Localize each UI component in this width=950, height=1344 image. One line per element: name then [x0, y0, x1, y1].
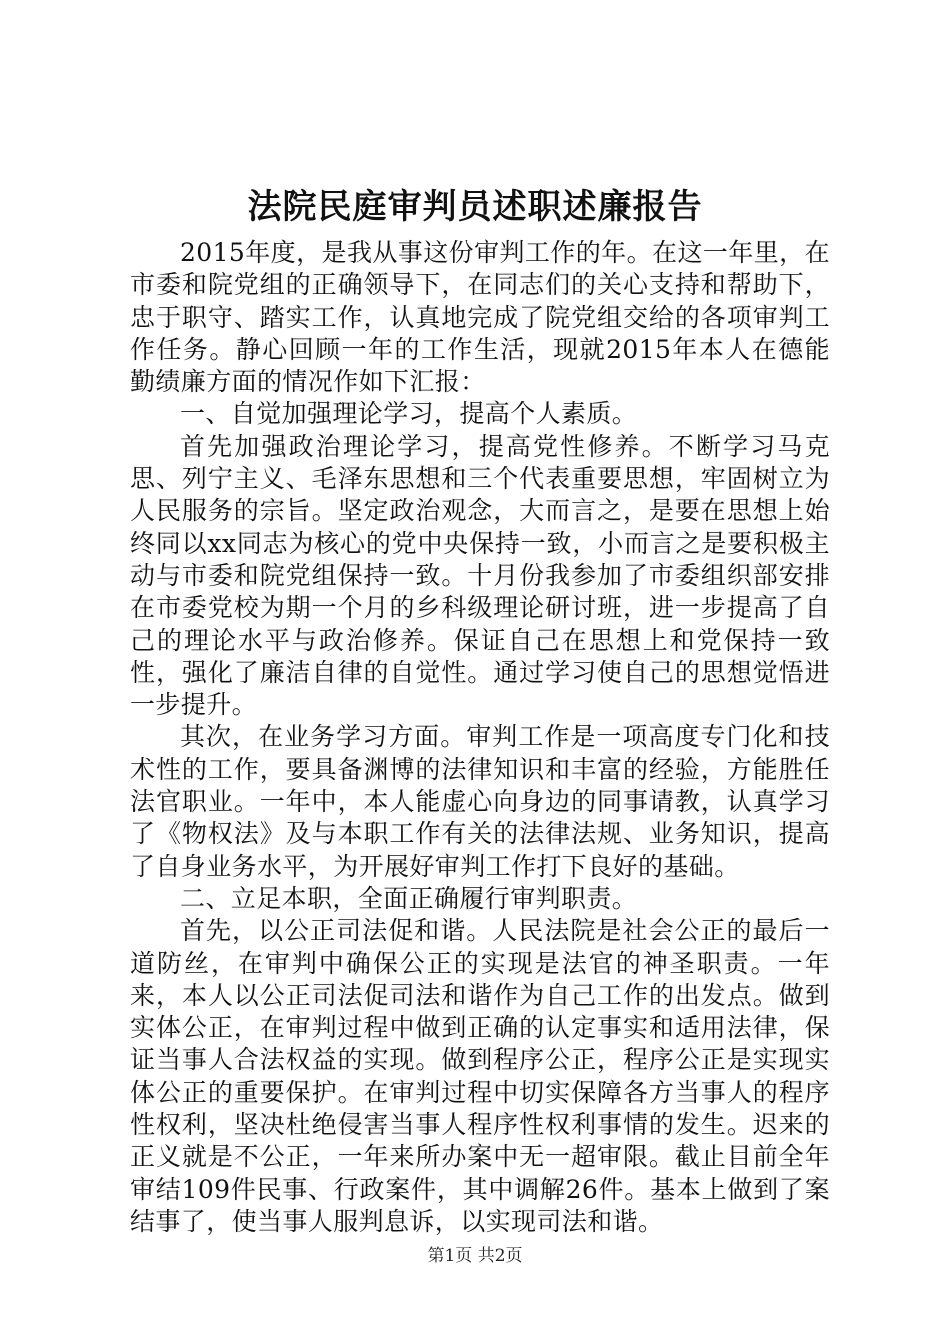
paragraph-political-study: 首先加强政治理论学习，提高党性修养。不断学习马克思、列宁主义、毛泽东思想和三个代表重要思想，牢固树立为人民服务的宗旨。坚定政治观念，大而言之，是要在思想上始终同以xx同志为核心的党中央保持一致，小而言之是要积极主动与市委和院党组保持一致。十月份我参加了市委组织部安排在市委党校为期一个月的乡科级理论研讨班，进一步提高了自己的理论水平与政治修养。保证自己在思想上和党保持一致性，强化了廉洁自律的自觉性。通过学习使自己的思想觉悟进一步提升。: [130, 431, 830, 720]
document-title: 法院民庭审判员述职述廉报告: [247, 187, 703, 227]
paragraph-intro: 2015年度，是我从事这份审判工作的年。在这一年里，在市委和院党组的正确领导下，在同志们的关心支持和帮助下，忠于职守、踏实工作，认真地完成了院党组交给的各项审判工作任务。静心回顾一年的工作生活，现就2015年本人在德能勤绩廉方面的情况作如下汇报：: [130, 238, 830, 397]
document-body: [130, 237, 830, 1238]
page-number-footer: 第1页 共2页: [427, 1246, 523, 1266]
paragraph-fair-justice: 首先，以公正司法促和谐。人民法院是社会公正的最后一道防丝，在审判中确保公正的实现是法官的神圣职责。一年来，本人以公正司法促司法和谐作为自己工作的出发点。做到实体公正，在审判过程中做到正确的认定事实和适用法律，保证当事人合法权益的实现。做到程序公正，程序公正是实现实体公正的重要保护。在审判过程中切实保障各方当事人的程序性权利，坚决杜绝侵害当事人程序性权利事情的发生。迟来的正义就是不公正，一年来所办案中无一超审限。截止目前全年审结109件民事、行政案件，其中调解26件。基本上做到了案结事了，使当事人服判息诉，以实现司法和谐。: [130, 916, 830, 1236]
paragraph-business-study: 其次，在业务学习方面。审判工作是一项高度专门化和技术性的工作，要具备渊博的法律知识和丰富的经验，方能胜任法官职业。一年中，本人能虚心向身边的同事请教，认真学习了《物权法》及与本职工作有关的法律法规、业务知识，提高了自身业务水平，为开展好审判工作打下良好的基础。: [130, 722, 830, 881]
section-heading-2: 二、立足本职，全面正确履行审判职责。: [180, 883, 638, 913]
section-heading-1: 一、自觉加强理论学习，提高个人素质。: [180, 399, 638, 429]
